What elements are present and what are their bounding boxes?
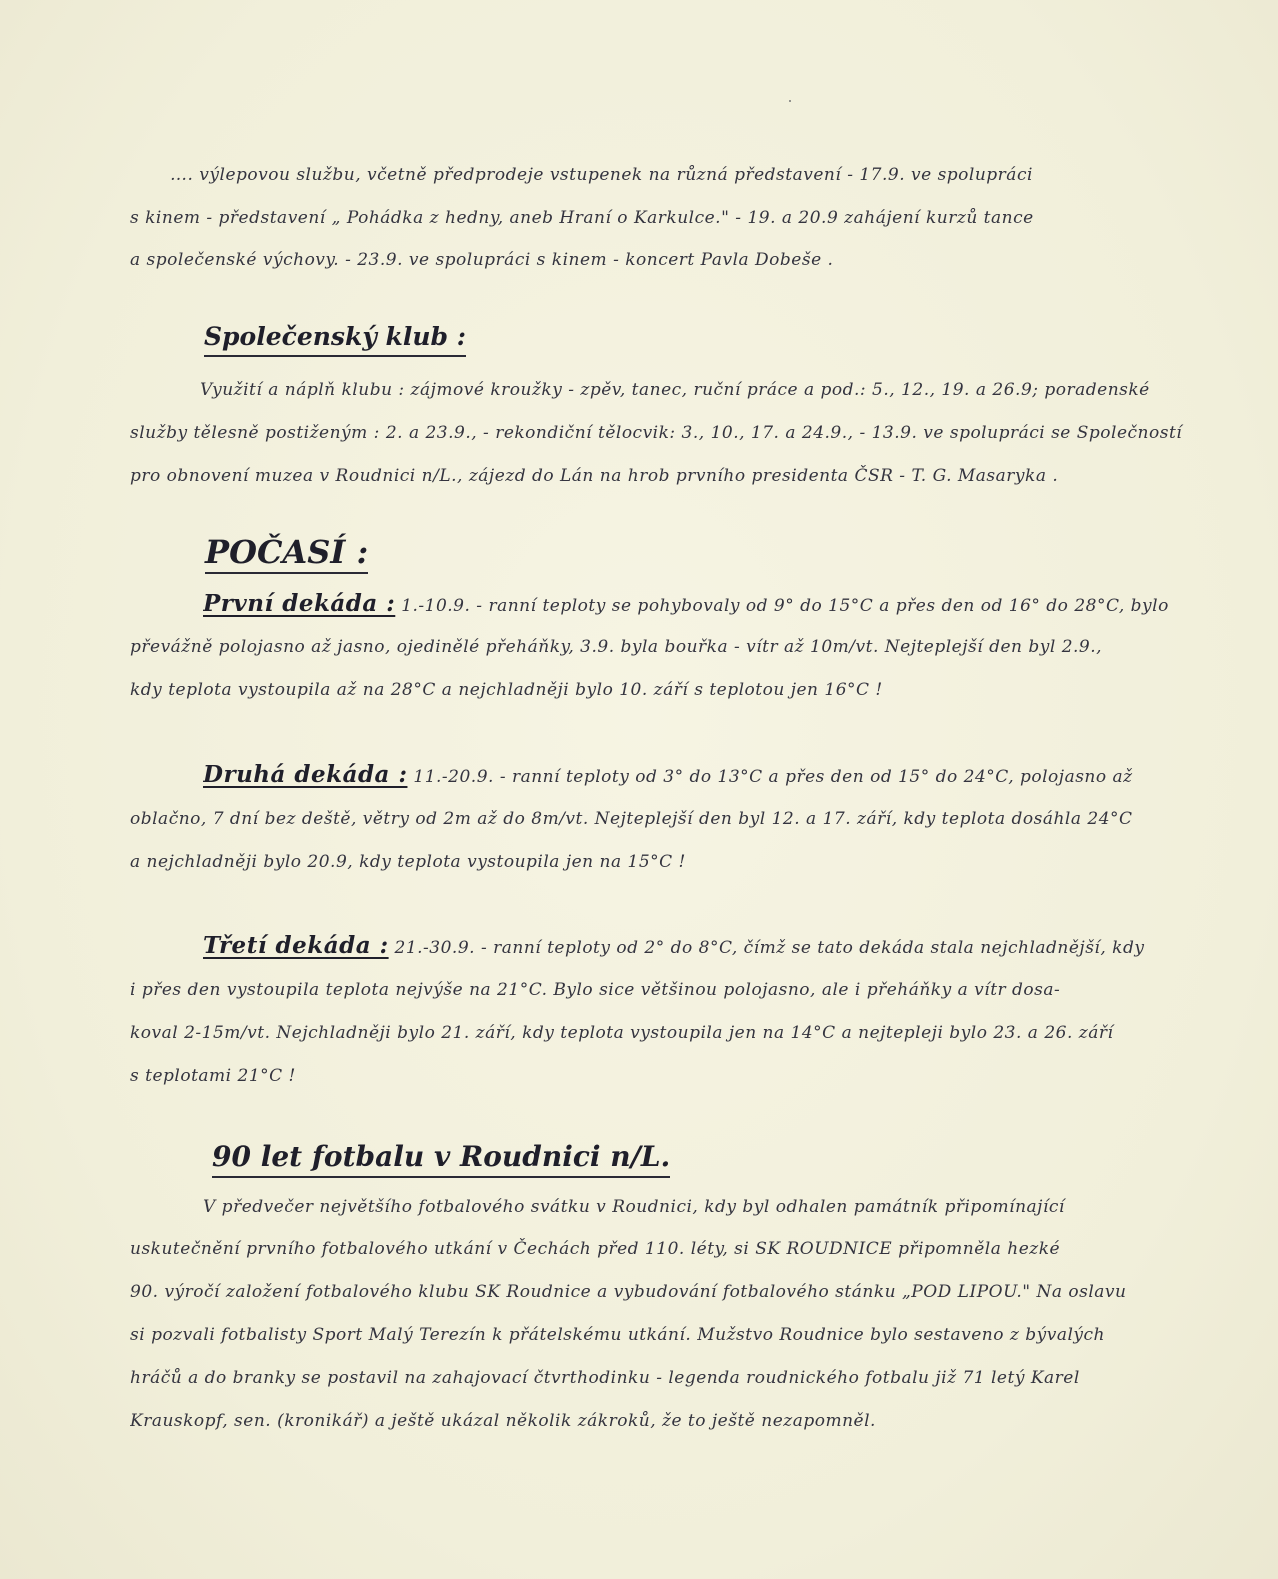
paper-speck [789, 100, 791, 102]
football-line-5: hráčů a do branky se postavil na zahajovací čtvrthodinku - legenda roudnického fotbalu již 71 letý Karel [130, 1368, 1080, 1388]
first-decade-line-1 [203, 584, 1243, 624]
intro-line-2: s kinem - představení „ Pohádka z hedny, aneb Hraní o Karkulce." - 19. a 20.9 zahájení kurzů tance [130, 208, 1034, 228]
first-decade-line-2: převážně polojasno až jasno, ojedinělé přeháňky, 3.9. byla bouřka - vítr až 10m/vt. Nejteplejší den byl 2.9., [130, 637, 1103, 657]
club-line-3: pro obnovení muzea v Roudnici n/L., zájezd do Lán na hrob prvního presidenta ČSR - T. G. Masaryka . [130, 466, 1059, 486]
club-heading: Společenský klub : [204, 320, 466, 357]
first-decade-text: 1.-10.9. - ranní teploty se pohybovaly od 9° do 15°C a přes den od 16° do 28°C, bylo [401, 596, 1169, 616]
second-decade-line-3: a nejchladněji bylo 20.9, kdy teplota vystoupila jen na 15°C ! [130, 852, 686, 872]
third-decade-line-1 [203, 926, 1243, 966]
third-decade-line-2: i přes den vystoupila teplota nejvýše na 21°C. Bylo sice většinou polojasno, ale i přeháňky a vítr dosa- [130, 980, 1061, 1000]
first-decade-line-3: kdy teplota vystoupila až na 28°C a nejchladněji bylo 10. září s teplotou jen 16°C ! [130, 680, 883, 700]
second-decade-text: 11.-20.9. - ranní teploty od 3° do 13°C a přes den od 15° do 24°C, polojasno až [413, 767, 1133, 787]
third-decade-text: 21.-30.9. - ranní teploty od 2° do 8°C, čímž se tato dekáda stala nejchladnější, kdy [394, 938, 1145, 958]
football-line-1: V předvečer největšího fotbalového svátku v Roudnici, kdy byl odhalen památník připomínající [203, 1197, 1065, 1217]
third-decade-label: Třetí dekáda : [203, 932, 389, 959]
football-line-2: uskutečnění prvního fotbalového utkání v Čechách před 110. léty, si SK ROUDNICE připomněla hezké [130, 1239, 1061, 1259]
club-line-1: Využití a náplň klubu : zájmové kroužky - zpěv, tanec, ruční práce a pod.: 5., 12., 19. a 26.9; poradenské [200, 380, 1150, 400]
first-decade-label: První dekáda : [203, 590, 396, 617]
football-line-6: Krauskopf, sen. (kronikář) a ještě ukázal několik zákroků, že to ještě nezapomněl. [130, 1411, 876, 1431]
intro-line-3: a společenské výchovy. - 23.9. ve spolupráci s kinem - koncert Pavla Dobeše . [130, 250, 834, 270]
second-decade-line-2: oblačno, 7 dní bez deště, větry od 2m až do 8m/vt. Nejteplejší den byl 12. a 17. září, kdy teplota dosáhla 24°C [130, 809, 1133, 829]
second-decade-line-1 [203, 755, 1243, 795]
weather-heading: POČASÍ : [205, 532, 368, 574]
club-line-2: služby tělesně postiženým : 2. a 23.9., - rekondiční tělocvik: 3., 10., 17. a 24.9., - 13.9. ve spolupráci se Společností [130, 423, 1183, 443]
football-line-4: si pozvali fotbalisty Sport Malý Terezín k přátelskému utkání. Mužstvo Roudnice bylo sestaveno z bývalých [130, 1325, 1105, 1345]
third-decade-line-3: koval 2-15m/vt. Nejchladněji bylo 21. září, kdy teplota vystoupila jen na 14°C a nejtepleji bylo 23. a 26. září [130, 1023, 1114, 1043]
football-heading: 90 let fotbalu v Roudnici n/L. [212, 1138, 670, 1178]
football-line-3: 90. výročí založení fotbalového klubu SK Roudnice a vybudování fotbalového stánku „POD LIPOU." Na oslavu [130, 1282, 1127, 1302]
second-decade-label: Druhá dekáda : [203, 761, 408, 788]
third-decade-line-4: s teplotami 21°C ! [130, 1066, 296, 1086]
intro-line-1: …. výlepovou službu, včetně předprodeje vstupenek na různá představení - 17.9. ve spolupráci [170, 165, 1033, 185]
